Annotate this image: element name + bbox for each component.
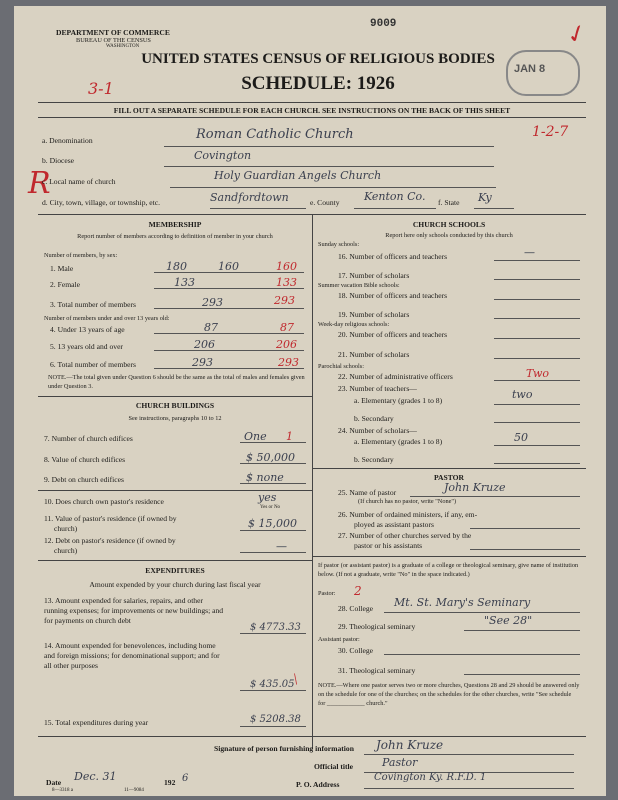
assistant-college-label: 30. College: [338, 646, 374, 655]
po-address-value: Covington Ky. R.F.D. 1: [374, 772, 487, 783]
graduate-note: If pastor (or assistant pastor) is a graduate of a college or theological seminary, give name of institution below. (If not a graduate, write "No" in the space indicated.): [318, 562, 579, 578]
annotation-denomination: 1-2-7: [532, 124, 569, 140]
under-13-label: 4. Under 13 years of age: [50, 325, 125, 334]
salaries-value: $ 4773.33: [250, 622, 301, 633]
vacation-officers-label: 18. Number of officers and teachers: [338, 291, 448, 300]
total-expenditures-value: $ 5208.38: [250, 714, 301, 725]
buildings-note: See instructions, paragraphs 10 to 12: [128, 415, 222, 422]
edifices-revised: 1: [286, 430, 293, 443]
official-title-value: Pastor: [382, 756, 418, 769]
teachers-secondary-label: b. Secondary: [354, 414, 394, 423]
membership-footnote: NOTE.—The total given under Question 6 should be the same as the total of males and females given under Question 3.: [48, 374, 305, 390]
female-value: 133: [174, 276, 195, 289]
po-address-label: P. O. Address: [296, 780, 340, 789]
weekday-officers-label: 20. Number of officers and teachers: [338, 330, 448, 339]
schedule-title: SCHEDULE: 1926: [241, 73, 395, 94]
over-13-value: 206: [194, 338, 215, 351]
sunday-schools-label: Sunday schools:: [318, 241, 360, 248]
male-value: 180: [166, 260, 187, 273]
ordained-label-2: ployed as assistant pastors: [354, 520, 434, 529]
total-revised-2: 293: [278, 356, 299, 369]
pastor-sub-label: Pastor:: [318, 590, 336, 597]
admin-officers-label: 22. Number of administrative officers: [338, 372, 453, 381]
form-code: 8—3318 a: [52, 788, 73, 793]
female-revised: 133: [276, 276, 297, 289]
official-title-label: Official title: [314, 762, 354, 771]
weekday-scholars-label: 21. Number of scholars: [338, 350, 410, 359]
annotation-2: 2: [354, 584, 362, 598]
signature-value: John Kruze: [376, 738, 444, 752]
denomination-label: a. Denomination: [42, 136, 93, 145]
edifice-debt-amount: $ none: [246, 471, 284, 484]
assistant-pastor-label: Assistant pastor:: [318, 636, 360, 643]
other-churches-label: 27. Number of other churches served by the: [338, 531, 472, 540]
pastor-name-value: John Kruze: [444, 481, 506, 494]
total-members-label-2: 6. Total number of members: [50, 360, 137, 369]
benevolences-value: $ 435.05: [250, 679, 295, 690]
date-value: Dec. 31: [74, 770, 117, 783]
yes-no-hint: Yes or No: [260, 505, 281, 510]
schools-note: Report here only schools conducted by this church: [385, 232, 513, 239]
residence-debt-label: 12. Debt on pastor's residence (if owned by: [44, 536, 176, 545]
teachers-elementary-label: a. Elementary (grades 1 to 8): [354, 396, 443, 405]
residence-debt-label-2: church): [54, 546, 78, 555]
form-title: UNITED STATES CENSUS OF RELIGIOUS BODIES: [141, 51, 495, 67]
edifices-label: 7. Number of church edifices: [44, 434, 133, 443]
teachers-elementary-value: two: [512, 388, 533, 401]
pastor-name-label: 25. Name of pastor: [338, 488, 397, 497]
county-value: Kenton Co.: [364, 190, 426, 203]
census-form: [14, 6, 606, 796]
edifice-value-label: 8. Value of church edifices: [44, 455, 126, 464]
serial-number: 9009: [370, 18, 397, 30]
check-mark-icon-2: /: [289, 671, 303, 689]
owns-residence-value: yes: [258, 491, 277, 504]
check-mark-icon: ✓: [563, 19, 592, 51]
male-revised: 160: [276, 260, 297, 273]
over-13-label: 5. 13 years old and over: [50, 342, 123, 351]
other-churches-label-2: pastor or his assistants: [354, 541, 423, 550]
pastor-footnote: NOTE.—Where one pastor serves two or more churches, Questions 28 and 29 should be answered only on the schedule for one of the churches; on the schedules for the other churches, write "See schedule for ____________ church.": [318, 682, 580, 707]
city-label: WASHINGTON: [106, 44, 140, 49]
total-value: 293: [202, 296, 223, 309]
signature-label: Signature of person furnishing information: [214, 744, 354, 753]
salaries-label: 13. Amount expended for salaries, repairs, and other running expenses; for improvements or new buildings; and for payments on church debt: [44, 596, 224, 625]
total-expenditures-label: 15. Total expenditures during year: [44, 718, 149, 727]
schools-heading: CHURCH SCHOOLS: [412, 220, 486, 229]
members-by-sex-label: Number of members, by sex:: [44, 252, 118, 259]
membership-note: Report number of members according to definition of member in your church: [77, 233, 273, 240]
seminary-value: "See 28": [484, 614, 533, 627]
buildings-heading: CHURCH BUILDINGS: [135, 401, 215, 410]
admin-officers-value: Two: [526, 367, 549, 380]
state-value: Ky: [478, 191, 492, 204]
total-value-2: 293: [192, 356, 213, 369]
department-label: DEPARTMENT OF COMMERCE: [56, 28, 170, 37]
under-13-value: 87: [204, 321, 218, 334]
church-name-value: Holy Guardian Angels Church: [214, 169, 382, 182]
scholars-elementary-label: a. Elementary (grades 1 to 8): [354, 437, 443, 446]
diocese-label: b. Diocese: [42, 156, 75, 165]
city-value: Sandfordtown: [210, 191, 289, 204]
edifices-value: One: [244, 430, 267, 443]
bureau-label: BUREAU OF THE CENSUS: [76, 37, 151, 44]
benevolences-label: 14. Amount expended for benevolences, including home and foreign missions; for denominational support; and for all other purposes: [44, 641, 220, 670]
teachers-label: 23. Number of teachers—: [338, 384, 417, 393]
state-label: f. State: [438, 198, 460, 207]
instruction-banner: FILL OUT A SEPARATE SCHEDULE FOR EACH CHURCH. SEE INSTRUCTIONS ON THE BACK OF THIS SHEET: [113, 106, 511, 115]
scholars-secondary-label: b. Secondary: [354, 455, 394, 464]
residence-value-label: 11. Value of pastor's residence (if owned by: [44, 514, 177, 523]
under-13-revised: 87: [280, 321, 294, 334]
college-label: 28. College: [338, 604, 374, 613]
sunday-officers-value: —: [524, 246, 535, 259]
pastor-name-hint: (If church has no pastor, write "None"): [358, 498, 457, 505]
residence-debt-amount: —: [276, 540, 287, 553]
county-label: e. County: [310, 198, 340, 207]
date-stamp: JAN 8: [506, 50, 580, 96]
denomination-value: Roman Catholic Church: [196, 127, 354, 142]
scholars-label: 24. Number of scholars—: [338, 426, 417, 435]
sunday-scholars-label: 17. Number of scholars: [338, 271, 410, 280]
residence-value-amount: $ 15,000: [248, 517, 297, 530]
sunday-officers-label: 16. Number of officers and teachers: [338, 252, 448, 261]
annotation-3-1: 3-1: [88, 79, 114, 98]
annotation-r: R: [28, 166, 51, 201]
vacation-scholars-label: 19. Number of scholars: [338, 310, 410, 319]
church-name-label: c. Local name of church: [42, 177, 116, 186]
membership-heading: MEMBERSHIP: [148, 220, 202, 229]
year-suffix: 6: [182, 773, 189, 784]
scholars-elementary-value: 50: [514, 431, 528, 444]
parochial-schools-label: Parochial schools:: [318, 363, 364, 370]
total-members-label: 3. Total number of members: [50, 300, 137, 309]
print-code: 11—9084: [124, 788, 144, 793]
college-value: Mt. St. Mary's Seminary: [394, 596, 531, 609]
edifice-debt-label: 9. Debt on church edifices: [44, 475, 124, 484]
male-label: 1. Male: [50, 264, 74, 273]
expenditures-note: Amount expended by your church during last fiscal year: [89, 580, 261, 589]
diocese-value: Covington: [194, 149, 252, 162]
pastor-heading: PASTOR: [433, 473, 465, 482]
year-prefix: 192: [164, 778, 176, 787]
total-revised: 293: [274, 294, 295, 307]
assistant-seminary-label: 31. Theological seminary: [338, 666, 416, 675]
edifice-value-amount: $ 50,000: [246, 451, 295, 464]
owns-residence-label: 10. Does church own pastor's residence: [44, 497, 164, 506]
vacation-schools-label: Summer vacation Bible schools:: [318, 282, 400, 289]
city-field-label: d. City, town, village, or township, etc.: [42, 198, 161, 207]
female-label: 2. Female: [50, 280, 80, 289]
weekday-schools-label: Week-day religious schools:: [318, 321, 390, 328]
seminary-label: 29. Theological seminary: [338, 622, 416, 631]
date-label: Date: [46, 778, 62, 787]
expenditures-heading: EXPENDITURES: [145, 566, 205, 575]
over-13-revised: 206: [276, 338, 297, 351]
ordained-label: 26. Number of ordained ministers, if any, em-: [338, 510, 478, 519]
members-by-age-label: Number of members under and over 13 years old:: [44, 315, 170, 322]
male-corrected: 160: [218, 260, 239, 273]
residence-value-label-2: church): [54, 524, 78, 533]
